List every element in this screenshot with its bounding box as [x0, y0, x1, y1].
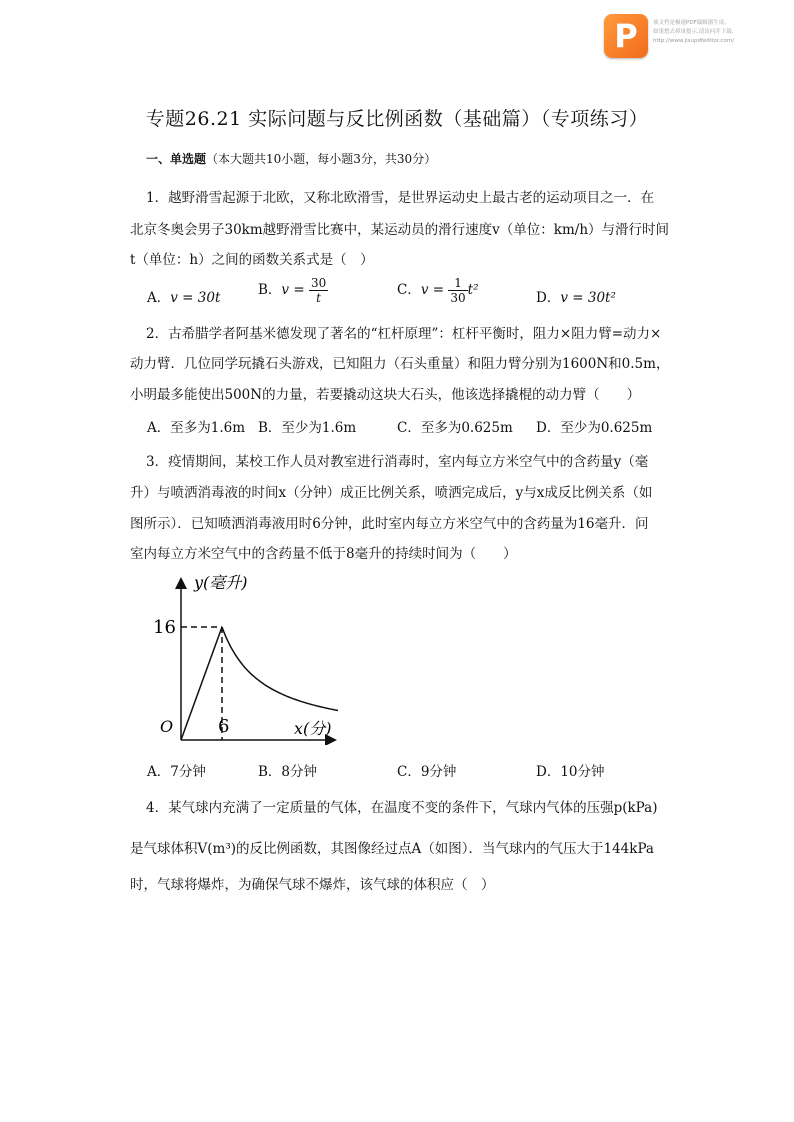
- q3-line-4: 室内每立方米空气中的含药量不低于8毫升的持续时间为（ ）: [130, 546, 517, 562]
- numerator: 30: [310, 276, 327, 290]
- origin-label: O: [160, 717, 174, 736]
- option-expr: v = 30t: [170, 290, 221, 306]
- peak-y-tick-label: 16: [153, 617, 176, 638]
- logo-letter: P: [614, 17, 638, 55]
- q2-option-a: A．至多为1.6m: [147, 420, 246, 436]
- pdf-editor-logo-icon: [604, 14, 648, 58]
- denominator: t: [316, 291, 321, 305]
- section-note: （本大题共10小题，每小题3分，共30分）: [206, 152, 437, 166]
- option-tail: t²: [467, 282, 479, 298]
- q1-line-1: 1．越野滑雪起源于北欧，又称北欧滑雪，是世界运动史上最古老的运动项目之一．在: [146, 190, 655, 206]
- page-title: 专题26.21 实际问题与反比例函数（基础篇）（专项练习）: [145, 108, 649, 130]
- q1-line-2: 北京冬奥会男子30km越野滑雪比赛中，某运动员的滑行速度v（单位：km/h）与滑行时间: [130, 222, 670, 238]
- watermark-line: http://www.jisupdfeditor.com/: [653, 38, 734, 44]
- q1-option-b: [258, 276, 328, 305]
- fraction: [309, 276, 328, 305]
- watermark-text: [653, 19, 793, 46]
- q4-line-1: 4．某气球内充满了一定质量的气体，在温度不变的条件下，气球内气体的压强p(kPa): [146, 800, 658, 816]
- q1-line-3: t（单位：h）之间的函数关系式是（ ）: [130, 252, 374, 268]
- option-label: A．: [147, 290, 171, 306]
- q2-line-2: 动力臂．几位同学玩撬石头游戏，已知阻力（石头重量）和阻力臂分别为1600N和0.5m，: [130, 356, 670, 372]
- q3-line-1: 3．疫情期间，某校工作人员对教室进行消毒时，室内每立方米空气中的含药量y（毫: [146, 454, 649, 470]
- denominator: 30: [450, 291, 466, 305]
- x-axis-label: x(分): [294, 719, 332, 738]
- q3-option-d: D．10分钟: [536, 764, 605, 780]
- q3-graph: [148, 570, 338, 745]
- option-label: D．: [536, 290, 561, 306]
- y-axis-label: y(毫升): [194, 573, 248, 592]
- inverse-curve: [222, 627, 338, 714]
- numerator: 1: [448, 276, 467, 291]
- q3-option-b: B．8分钟: [258, 764, 318, 780]
- peak-x-tick-label: 6: [218, 716, 230, 737]
- linear-segment: [181, 627, 222, 740]
- q2-option-c: C．至多为0.625m: [397, 420, 513, 436]
- option-lhs: v =: [420, 282, 445, 298]
- option-label: B．: [258, 282, 282, 298]
- q2-option-b: B．至少为1.6m: [258, 420, 357, 436]
- fraction: [448, 276, 467, 305]
- watermark-line: 该文档是极速PDF编辑器生成,: [653, 20, 726, 26]
- q2-line-3: 小明最多能使出500N的力量，若要撬动这块大石头，他该选择撬棍的动力臂（ ）: [130, 387, 641, 403]
- option-lhs: v =: [281, 282, 305, 298]
- section-head: 一、单选题: [146, 152, 207, 166]
- q4-line-2: 是气球体积V(m³)的反比例函数，其图像经过点A（如图）．当气球内的气压大于144kPa: [130, 841, 654, 857]
- q1-option-d: [536, 286, 616, 306]
- watermark-line: 如果想去掉该提示,请访问并下载:: [653, 29, 734, 35]
- option-label: C．: [397, 282, 421, 298]
- q4-line-3: 时，气球将爆炸，为确保气球不爆炸，该气球的体积应（ ）: [130, 877, 495, 893]
- q2-line-1: 2．古希腊学者阿基米德发现了著名的“杠杆原理”：杠杆平衡时，阻力×阻力臂=动力×: [146, 326, 662, 342]
- q2-option-d: D．至少为0.625m: [536, 420, 653, 436]
- q3-line-3: 图所示）．已知喷洒消毒液用时6分钟，此时室内每立方米空气中的含药量为16毫升．问: [130, 516, 649, 532]
- q3-option-a: A．7分钟: [147, 764, 206, 780]
- q3-line-2: 升）与喷洒消毒液的时间x（分钟）成正比例关系，喷洒完成后，y与x成反比例关系（如: [130, 485, 653, 501]
- q1-option-c: [397, 276, 479, 305]
- q1-option-a: [147, 286, 220, 306]
- section-heading: [146, 150, 436, 167]
- option-expr: v = 30t²: [560, 290, 616, 306]
- q3-option-c: C．9分钟: [397, 764, 457, 780]
